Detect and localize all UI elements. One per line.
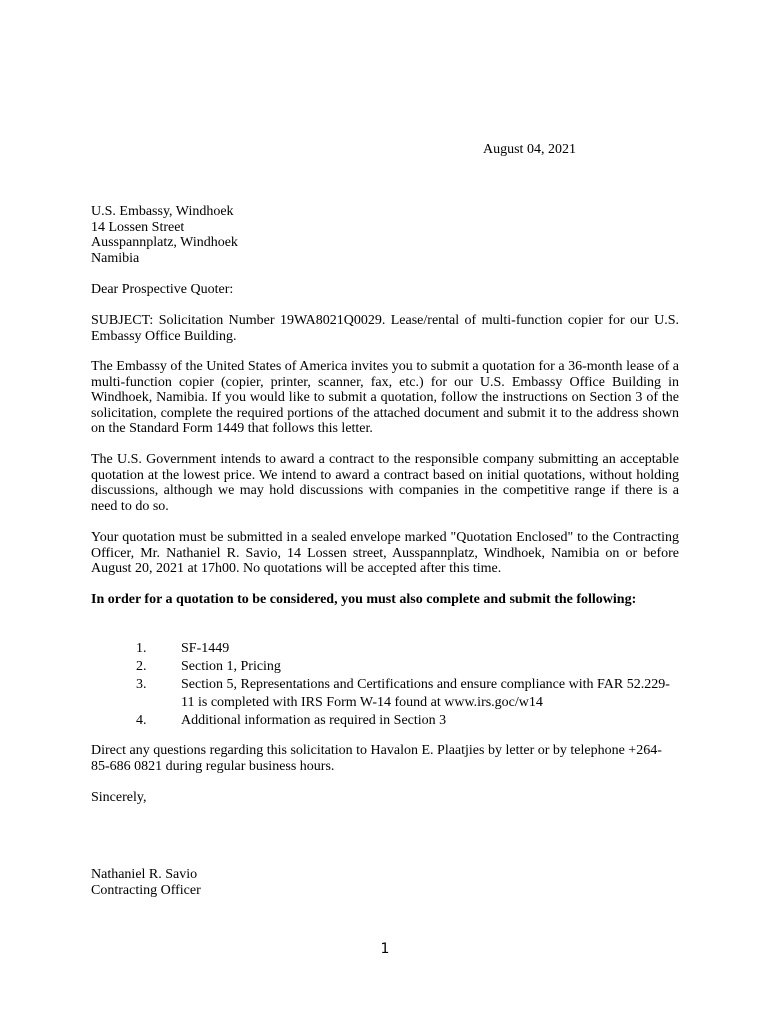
list-text: Additional information as required in Section 3 bbox=[181, 713, 447, 728]
list-text: Section 1, Pricing bbox=[181, 659, 281, 674]
list-number: 2. bbox=[136, 659, 147, 674]
requirements-intro: In order for a quotation to be considered, you must also complete and submit the following: bbox=[91, 592, 637, 607]
list-item bbox=[91, 640, 679, 658]
address-line: 14 Lossen Street bbox=[91, 219, 185, 235]
signature-block bbox=[91, 867, 679, 898]
letter-date: August 04, 2021 bbox=[483, 142, 576, 157]
subject-line: SUBJECT: Solicitation Number 19WA8021Q0029. Lease/rental of multi-function copier for our U.S. Embassy Office Building. bbox=[91, 313, 679, 344]
address-line: U.S. Embassy, Windhoek bbox=[91, 204, 234, 219]
page-number: 1 bbox=[380, 941, 390, 957]
requirements-list bbox=[91, 640, 679, 730]
questions-paragraph: Direct any questions regarding this solicitation to Havalon E. Plaatjies by letter or by telephone +264-85-686 0821 during regular business hours. bbox=[91, 743, 662, 774]
closing: Sincerely, bbox=[91, 790, 147, 805]
greeting: Dear Prospective Quoter: bbox=[91, 282, 234, 297]
list-item bbox=[91, 676, 679, 712]
list-text: SF-1449 bbox=[181, 641, 230, 656]
list-text: Section 5, Representations and Certifications and ensure compliance with FAR 52.229-11 is completed with IRS Form W-14 found at www.irs.goc/w14 bbox=[181, 677, 670, 710]
address-line: Ausspannplatz, Windhoek bbox=[91, 235, 238, 251]
list-number: 3. bbox=[136, 677, 147, 692]
signer-title: Contracting Officer bbox=[91, 882, 201, 898]
list-number: 1. bbox=[136, 641, 147, 656]
list-number: 4. bbox=[136, 713, 147, 728]
list-item bbox=[91, 712, 679, 730]
address-line: Namibia bbox=[91, 250, 140, 266]
invitation-paragraph: The Embassy of the United States of America invites you to submit a quotation for a 36-month lease of a multi-function copier (copier, printer, scanner, fax, etc.) for our U.S. Embassy Office Building in Windhoek, Namibia. If you would like to submit a quotation, follow the instructions on Section 3 of the solicitation, complete the required portions of the attached document and submit it to the address shown on the Standard Form 1449 that follows this letter. bbox=[91, 359, 679, 437]
submission-paragraph: Your quotation must be submitted in a sealed envelope marked "Quotation Enclosed" to the Contracting Officer, Mr. Nathaniel R. Savio, 14 Lossen street, Ausspannplatz, Windhoek, Namibia on or before August 20, 2021 at 17h00. No quotations will be accepted after this time. bbox=[91, 530, 679, 577]
signer-name: Nathaniel R. Savio bbox=[91, 867, 198, 882]
recipient-address bbox=[91, 204, 679, 266]
list-item bbox=[91, 658, 679, 676]
award-paragraph: The U.S. Government intends to award a contract to the responsible company submitting an acceptable quotation at the lowest price. We intend to award a contract based on initial quotations, without holding discussions, although we may hold discussions with companies in the competitive range if there is a need to do so. bbox=[91, 452, 679, 514]
